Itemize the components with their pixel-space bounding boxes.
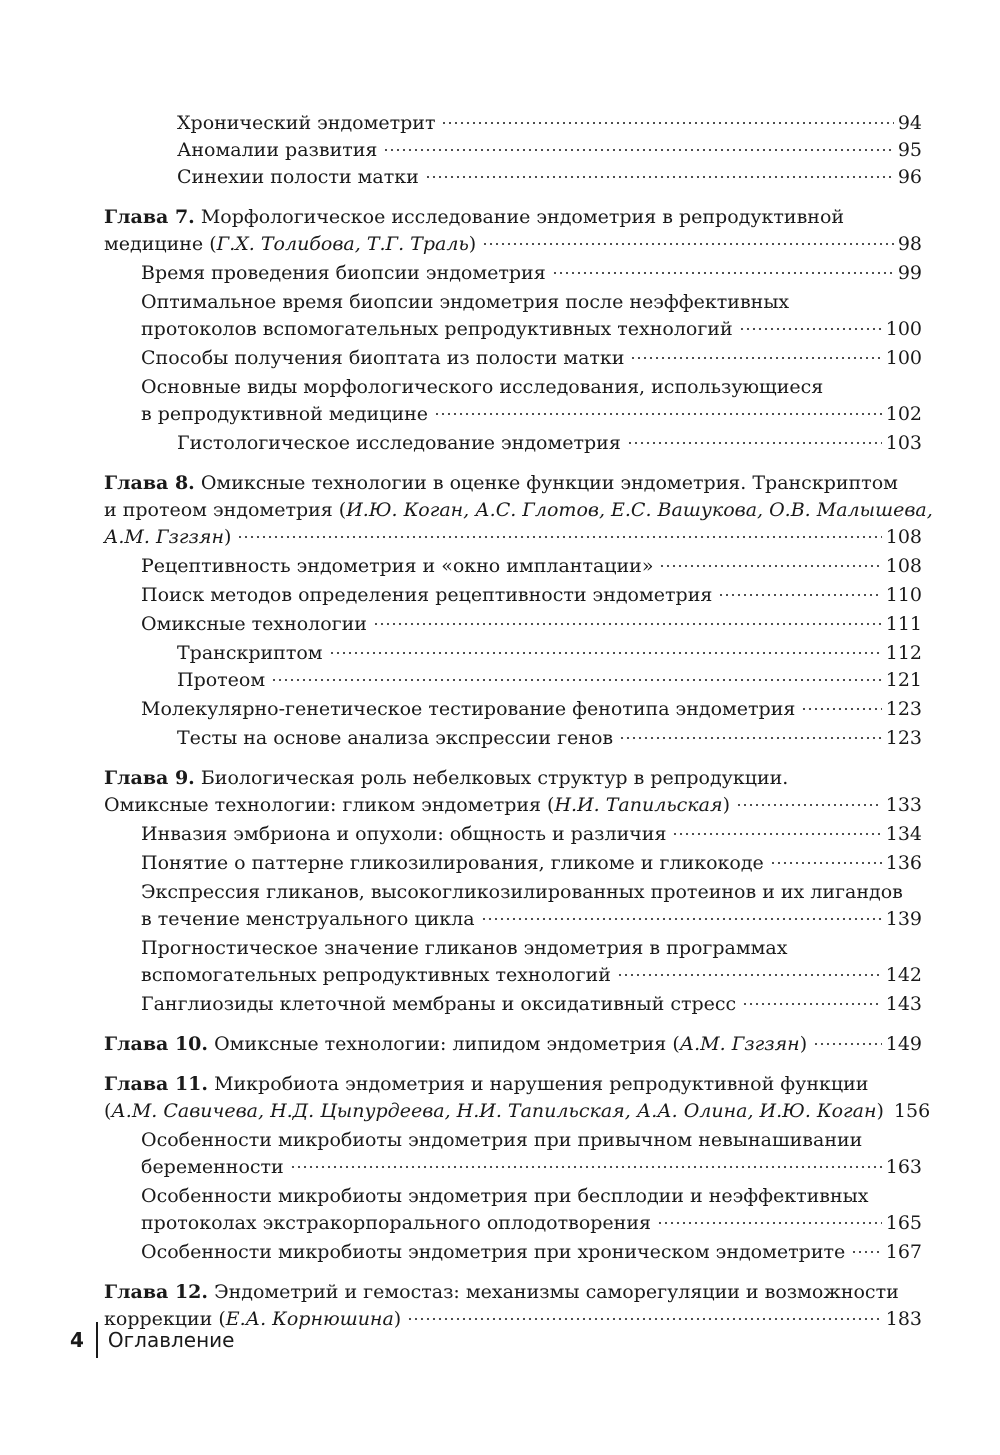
toc-entry-multiline[interactable] — [104, 374, 922, 428]
toc-entry-page: 100 — [885, 318, 922, 340]
chapter-page: 133 — [885, 794, 922, 816]
toc-entry[interactable] — [104, 137, 922, 164]
toc-entry-title: в течение менструального цикла — [141, 908, 475, 930]
table-of-contents — [104, 110, 933, 1333]
toc-entry-page: 112 — [885, 642, 922, 664]
toc-entry[interactable] — [104, 991, 922, 1018]
chapter-heading[interactable] — [104, 204, 922, 231]
toc-entry[interactable] — [104, 725, 922, 752]
leader-dots — [627, 433, 882, 452]
chapter-title: Омиксные технологии в оценке функции эндометрия. Транскриптом — [200, 472, 898, 494]
chapter-label: Глава 10. — [104, 1033, 209, 1055]
leader-dots — [801, 699, 881, 718]
leader-dots — [851, 1242, 882, 1261]
toc-entry[interactable] — [104, 850, 922, 877]
leader-dots — [813, 1034, 882, 1053]
toc-entry-title: протоколов вспомогательных репродуктивных технологий — [141, 318, 733, 340]
toc-entry-title-line: Особенности микробиоты эндометрия при бесплодии и неэффективных — [141, 1185, 869, 1207]
toc-entry[interactable] — [104, 611, 922, 638]
toc-entry-title: Синехии полости матки — [177, 166, 419, 188]
chapter-heading-end[interactable]: коррекции (Е.А. Корнюшина) 183 — [104, 1306, 922, 1333]
toc-entry-multiline[interactable] — [104, 1127, 922, 1181]
chapter-11 — [104, 1071, 931, 1266]
chapter-title: Морфологическое исследование эндометрия в репродуктивной — [200, 206, 845, 228]
toc-entry-title: Особенности микробиоты эндометрия при хроническом эндометрите — [141, 1241, 846, 1263]
toc-entry[interactable] — [104, 110, 922, 137]
toc-entry-title-line: Основные виды морфологического исследования, использующиеся — [141, 376, 824, 398]
toc-entry-page: 108 — [885, 555, 922, 577]
toc-entry-title: Гистологическое исследование эндометрия — [177, 432, 621, 454]
chapter-title: Эндометрий и гемостаз: механизмы саморегуляции и возможности — [214, 1281, 899, 1303]
chapter-heading[interactable] — [104, 470, 922, 497]
chapter-9 — [104, 765, 922, 1018]
leader-dots — [742, 994, 882, 1013]
toc-entry-page: 134 — [885, 823, 922, 845]
leader-dots — [407, 1309, 882, 1328]
toc-entry-title: беременности — [141, 1156, 284, 1178]
page-number: 4 — [70, 1328, 84, 1352]
toc-entry[interactable] — [104, 430, 922, 457]
chapter-authors: Е.А. Корнюшина — [225, 1308, 394, 1330]
toc-entry-title: Ганглиозиды клеточной мембраны и оксидативный стресс — [141, 993, 737, 1015]
toc-entry[interactable] — [104, 667, 922, 694]
leader-dots — [672, 824, 881, 843]
chapter-authors: А.М. Савичева, Н.Д. Цыпурдеева, Н.И. Тапильская, А.А. Олина, И.Ю. Коган — [111, 1100, 877, 1122]
toc-entry-page: 163 — [885, 1156, 922, 1178]
chapter-authors: А.М. Гзгзян — [104, 526, 224, 548]
toc-entry-page: 95 — [897, 139, 922, 161]
chapter-heading[interactable] — [104, 1071, 922, 1098]
leader-dots — [482, 234, 894, 253]
toc-entry[interactable] — [104, 260, 922, 287]
chapter-authors: И.Ю. Коган, А.С. Глотов, Е.С. Вашукова, О.В. Малышева, — [346, 499, 933, 521]
chapter-8 — [104, 470, 933, 752]
toc-entry-page: 102 — [885, 403, 922, 425]
chapter-heading-end[interactable]: А.М. Гзгзян) 108 — [104, 524, 922, 551]
chapter-page: 108 — [885, 526, 922, 548]
toc-entry[interactable] — [104, 164, 922, 191]
chapter-heading-end[interactable]: Омиксные технологии: гликом эндометрия (Н.И. Тапильская) 133 — [104, 792, 922, 819]
chapter-10 — [104, 1031, 922, 1058]
leader-dots — [271, 670, 882, 689]
chapter-heading[interactable] — [104, 1279, 922, 1306]
chapter-authors: А.М. Гзгзян — [679, 1033, 800, 1055]
leader-dots — [425, 167, 894, 186]
chapter-label: Глава 12. — [104, 1281, 209, 1303]
toc-entry-page: 143 — [885, 993, 922, 1015]
toc-entry[interactable] — [104, 1239, 922, 1266]
toc-entry-title: Способы получения биоптата из полости матки — [141, 347, 625, 369]
toc-entry-title: протоколах экстракорпорального оплодотворения — [141, 1212, 651, 1234]
leader-dots — [434, 404, 882, 423]
chapter-authors: Н.И. Тапильская — [554, 794, 723, 816]
toc-entry-page: 167 — [885, 1241, 922, 1263]
footer-divider — [96, 1322, 98, 1358]
toc-entry-title: в репродуктивной медицине — [141, 403, 429, 425]
toc-entry-title: Протеом — [177, 669, 266, 691]
leader-dots — [441, 113, 893, 132]
leader-dots — [770, 853, 882, 872]
toc-entry[interactable] — [104, 553, 922, 580]
toc-entry-title: Поиск методов определения рецептивности эндометрия — [141, 584, 713, 606]
toc-entry-page: 99 — [897, 262, 922, 284]
chapter-page: 98 — [897, 233, 922, 255]
toc-entry-page: 136 — [885, 852, 922, 874]
toc-entry-title: Хронический эндометрит — [177, 112, 436, 134]
toc-entry[interactable] — [104, 696, 922, 723]
chapter-label: Глава 7. — [104, 206, 195, 228]
chapter-title-end: медицине (Г.Х. Толибова, Т.Г. Траль) — [104, 233, 477, 255]
toc-entry-title: Аномалии развития — [177, 139, 378, 161]
toc-entry-title: Транскриптом — [177, 642, 323, 664]
toc-entry-title: Инвазия эмбриона и опухоли: общность и различия — [141, 823, 667, 845]
chapter-title: Микробиота эндометрия и нарушения репродуктивной функции — [214, 1073, 869, 1095]
toc-entry-title: Тесты на основе анализа экспрессии генов — [177, 727, 614, 749]
toc-entry-page: 121 — [885, 669, 922, 691]
toc-entry-title-line: Прогностическое значение гликанов эндометрия в программах — [141, 937, 788, 959]
toc-entry-title: Омиксные технологии — [141, 613, 367, 635]
toc-entry-page: 110 — [885, 584, 922, 606]
leader-dots — [237, 527, 881, 546]
toc-entry-title: вспомогательных репродуктивных технологий — [141, 964, 611, 986]
leader-dots — [736, 795, 882, 814]
chapter-authors: Г.Х. Толибова, Т.Г. Траль — [216, 233, 469, 255]
chapter-page: 149 — [885, 1033, 922, 1055]
chapter-7 — [104, 204, 922, 457]
toc-entry-page: 103 — [885, 432, 922, 454]
chapter-title: Биологическая роль небелковых структур в репродукции. — [200, 767, 789, 789]
toc-entry-title: Молекулярно-генетическое тестирование фенотипа эндометрия — [141, 698, 796, 720]
toc-entry[interactable] — [104, 640, 922, 667]
leader-dots — [659, 556, 881, 575]
leader-dots — [290, 1157, 882, 1176]
toc-entry[interactable] — [104, 582, 922, 609]
chapter-label: Глава 11. — [104, 1073, 209, 1095]
toc-entry-title-line: Экспрессия гликанов, высокогликозилированных протеинов и их лигандов — [141, 881, 903, 903]
toc-entry-page: 142 — [885, 964, 922, 986]
toc-entry-page: 111 — [885, 613, 922, 635]
leader-dots — [619, 728, 882, 747]
leader-dots — [552, 263, 894, 282]
chapter-heading[interactable]: Глава 10. Омиксные технологии: липидом эндометрия (А.М. Гзгзян) 149 — [104, 1031, 922, 1058]
chapter-label: Глава 8. — [104, 472, 195, 494]
leader-dots — [373, 614, 882, 633]
chapter-heading-end[interactable]: (А.М. Савичева, Н.Д. Цыпурдеева, Н.И. Тапильская, А.А. Олина, И.Ю. Коган) 156 — [104, 1098, 922, 1125]
leader-dots — [383, 140, 893, 159]
toc-entry-page: 96 — [897, 166, 922, 188]
running-header: Оглавление — [107, 1328, 235, 1352]
leader-dots — [630, 348, 881, 367]
toc-entry-multiline[interactable] — [104, 289, 922, 343]
chapter-heading[interactable] — [104, 765, 922, 792]
toc-entry-title: Рецептивность эндометрия и «окно имплантации» — [141, 555, 654, 577]
chapter-page: 183 — [885, 1308, 922, 1330]
toc-entry-page: 100 — [885, 347, 922, 369]
toc-entry-page: 165 — [885, 1212, 922, 1234]
toc-entry-multiline[interactable] — [104, 879, 922, 933]
toc-lead-group — [104, 110, 922, 191]
leader-dots — [657, 1213, 882, 1232]
toc-entry-multiline[interactable] — [104, 1183, 922, 1237]
leader-dots — [718, 585, 881, 604]
toc-entry-title-line: Оптимальное время биопсии эндометрия после неэффективных — [141, 291, 790, 313]
page-footer — [70, 1322, 234, 1358]
toc-entry[interactable] — [104, 821, 922, 848]
leader-dots — [481, 909, 882, 928]
toc-entry-page: 123 — [885, 698, 922, 720]
chapter-heading-end[interactable] — [104, 231, 922, 258]
toc-entry-page: 123 — [885, 727, 922, 749]
chapter-heading-line[interactable]: и протеом эндометрия (И.Ю. Коган, А.С. Глотов, Е.С. Вашукова, О.В. Малышева, — [104, 499, 933, 521]
toc-entry-page: 139 — [885, 908, 922, 930]
toc-entry-title: Понятие о паттерне гликозилирования, гликоме и гликокоде — [141, 852, 764, 874]
leader-dots — [617, 965, 882, 984]
toc-entry-title: Время проведения биопсии эндометрия — [141, 262, 546, 284]
chapter-label: Глава 9. — [104, 767, 195, 789]
toc-entry[interactable] — [104, 345, 922, 372]
toc-entry-title-line: Особенности микробиоты эндометрия при привычном невынашивании — [141, 1129, 863, 1151]
chapter-page: 156 — [893, 1100, 931, 1122]
toc-entry-multiline[interactable] — [104, 935, 922, 989]
toc-entry-page: 94 — [897, 112, 922, 134]
leader-dots — [329, 643, 882, 662]
leader-dots — [739, 319, 882, 338]
